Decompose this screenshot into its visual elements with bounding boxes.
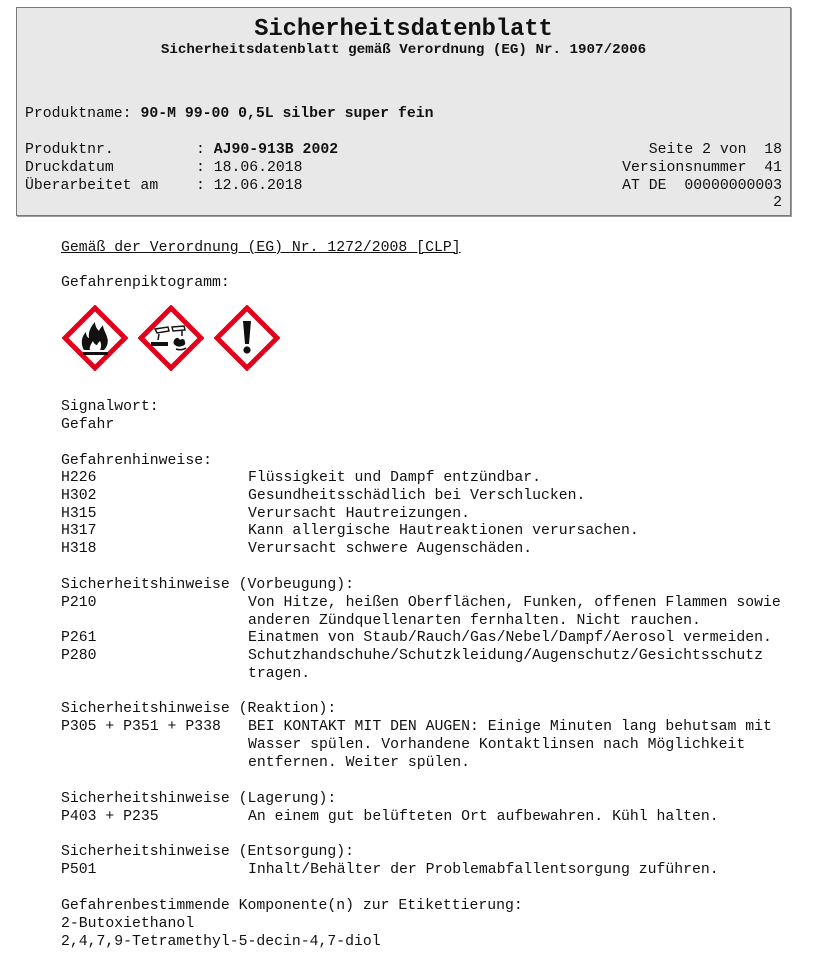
hazard-code: H302 — [61, 488, 97, 504]
revised-date-value: 12.06.2018 — [213, 178, 303, 194]
revised-date-row — [196, 177, 303, 195]
pictogram-label: Gefahrenpiktogramm: — [61, 275, 230, 291]
separator: : — [196, 142, 214, 158]
precaution-text: BEI KONTAKT MIT DEN AUGEN: Einige Minuten lang behutsam mit — [248, 719, 772, 735]
components-label: Gefahrenbestimmende Komponente(n) zur Etikettierung: — [61, 898, 523, 914]
precaution-text: Von Hitze, heißen Oberflächen, Funken, offenen Flammen sowie — [248, 595, 781, 611]
exclamation-mark-icon — [214, 305, 280, 371]
print-date-label: Druckdatum — [25, 160, 114, 176]
hazard-text: Verursacht schwere Augenschäden. — [248, 541, 533, 557]
product-name-value: 90-M 99-00 0,5L silber super fein — [140, 106, 434, 122]
precaution-text: anderen Zündquellenarten fernhalten. Nicht rauchen. — [248, 613, 701, 629]
precaution-code: P280 — [61, 648, 97, 664]
flame-icon — [62, 305, 128, 371]
precaution-code: P305 + P351 + P338 — [61, 719, 221, 735]
precaution-text: Einatmen von Staub/Rauch/Gas/Nebel/Dampf/Aerosol vermeiden. — [248, 630, 772, 646]
prevention-label: Sicherheitshinweise (Vorbeugung): — [61, 577, 355, 593]
product-number-row — [196, 141, 338, 159]
product-number-label: Produktnr. — [25, 142, 114, 158]
document-subtitle: Sicherheitsdatenblatt gemäß Verordnung (EG) Nr. 1907/2006 — [160, 42, 647, 58]
product-name-row — [25, 105, 433, 123]
separator: : — [196, 178, 214, 194]
document-header — [16, 7, 791, 216]
precaution-text: Inhalt/Behälter der Problemabfallentsorgung zuführen. — [248, 862, 719, 878]
disposal-label: Sicherheitshinweise (Entsorgung): — [61, 844, 355, 860]
hazard-code: H317 — [61, 523, 97, 539]
document-title: Sicherheitsdatenblatt — [254, 16, 553, 43]
product-number-value: AJ90-913B 2002 — [213, 142, 339, 158]
regulation-heading: Gemäß der Verordnung (EG) Nr. 1272/2008 [CLP] — [61, 240, 461, 256]
storage-label: Sicherheitshinweise (Lagerung): — [61, 791, 337, 807]
hazard-text: Gesundheitsschädlich bei Verschlucken. — [248, 488, 586, 504]
signal-word-value: Gefahr — [61, 417, 115, 433]
separator: : — [196, 160, 214, 176]
hazard-text: Kann allergische Hautreaktionen verursachen. — [248, 523, 639, 539]
precaution-text: An einem gut belüfteten Ort aufbewahren. Kühl halten. — [248, 809, 719, 825]
document-code-continued: 2 — [773, 195, 782, 211]
precaution-code: P210 — [61, 595, 97, 611]
print-date-row — [196, 159, 303, 177]
signal-word-label: Signalwort: — [61, 399, 159, 415]
precaution-text: Schutzhandschuhe/Schutzkleidung/Augenschutz/Gesichtsschutz — [248, 648, 764, 664]
precaution-code: P403 + P235 — [61, 809, 159, 825]
hazard-code: H318 — [61, 541, 97, 557]
corrosion-icon — [138, 305, 204, 371]
component-item: 2,4,7,9-Tetramethyl-5-decin-4,7-diol — [61, 934, 381, 950]
precaution-text: entfernen. Weiter spülen. — [248, 755, 470, 771]
revised-date-label: Überarbeitet am — [25, 178, 159, 194]
precaution-text: tragen. — [248, 666, 311, 682]
product-name-label: Produktname: — [25, 106, 141, 122]
precaution-code: P261 — [61, 630, 97, 646]
precaution-code: P501 — [61, 862, 97, 878]
precaution-text: Wasser spülen. Vorhandene Kontaktlinsen nach Möglichkeit — [248, 737, 746, 753]
hazard-code: H315 — [61, 506, 97, 522]
page-indicator: Seite 2 von 18 — [648, 142, 782, 158]
hazard-text: Flüssigkeit und Dampf entzündbar. — [248, 470, 542, 486]
version-number: Versionsnummer 41 — [622, 160, 782, 176]
document-code: AT DE 00000000003 — [622, 178, 782, 194]
response-label: Sicherheitshinweise (Reaktion): — [61, 701, 337, 717]
print-date-value: 18.06.2018 — [213, 160, 303, 176]
hazard-statements-label: Gefahrenhinweise: — [61, 453, 212, 469]
hazard-text: Verursacht Hautreizungen. — [248, 506, 470, 522]
hazard-code: H226 — [61, 470, 97, 486]
component-item: 2-Butoxiethanol — [61, 916, 195, 932]
